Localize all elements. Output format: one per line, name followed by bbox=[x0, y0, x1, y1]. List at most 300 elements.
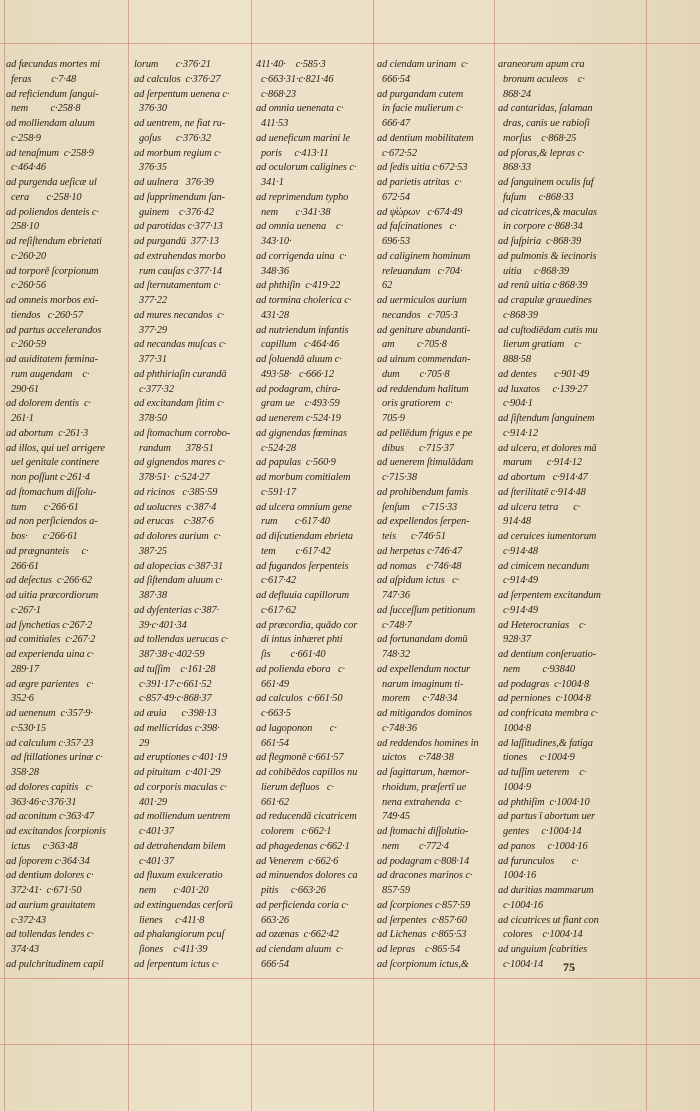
index-entry-line: 411·40· c·585·3 bbox=[256, 59, 326, 70]
index-entry-line: ad defluuia capillorum bbox=[256, 590, 350, 601]
index-entry-line: ad dolores aurium c· bbox=[134, 531, 221, 542]
index-entry-line: 374·43 bbox=[6, 944, 39, 955]
index-entry-line: ad ſcorpiones c·857·59 bbox=[377, 899, 471, 911]
index-entry-line: 372·41· c·671·50 bbox=[6, 885, 82, 896]
index-entry-line: dibus c·715·37 bbox=[377, 442, 454, 454]
index-entry-line: ad phthiſin c·419·22 bbox=[256, 280, 341, 292]
index-entry-line: non poſſunt c·261·4 bbox=[6, 472, 90, 483]
index-entry-line: ad extinguendas cerſorū bbox=[134, 899, 233, 911]
index-entry-line: ad herpetas c·746·47 bbox=[377, 545, 463, 557]
index-entry-line: ad ricinos c·385·59 bbox=[134, 486, 218, 498]
index-entry-line: ad reducendā cicatricem bbox=[256, 811, 357, 823]
index-entry-line: ad tormina cholerica c· bbox=[256, 295, 352, 306]
index-entry-line: ad necandas muſcas c· bbox=[134, 339, 226, 351]
index-entry-line: 387·25 bbox=[134, 545, 167, 557]
index-entry-line: ad reddendum halitum bbox=[377, 383, 469, 395]
index-entry-line: ad expellendum noctur bbox=[377, 663, 471, 675]
index-entry-line: rum c·617·40 bbox=[256, 516, 330, 528]
index-entry-line: ad ſcorpionum ictus,& bbox=[377, 958, 469, 970]
index-entry-line: ad ciendam aluum c· bbox=[256, 944, 344, 955]
index-entry-line: ad uenenum c·357·9· bbox=[6, 708, 93, 719]
index-entry-line: ad ſternutamentum c· bbox=[134, 280, 221, 292]
index-entry-line: ad omnia uenena c· bbox=[256, 221, 344, 233]
index-entry-line: 666·54 bbox=[377, 73, 410, 85]
index-entry-line: ad ſucceſſum petitionum bbox=[377, 604, 476, 616]
index-entry-line: ad reficiendum ſangui- bbox=[6, 88, 99, 100]
index-entry-line: ad erucas c·387·6 bbox=[134, 516, 214, 528]
index-entry-line: 261·1 bbox=[6, 413, 34, 424]
index-entry-line: nem c·341·38 bbox=[256, 206, 331, 218]
index-entry-line: ad reſiſtendum ebrietati bbox=[6, 236, 102, 247]
index-entry-line: ad aconitum c·363·47 bbox=[6, 811, 95, 823]
index-entry-line: ad podagras c·1004·8 bbox=[498, 678, 590, 690]
index-entry-line: ad torporē ſcorpionum bbox=[6, 265, 99, 277]
index-entry-line: ad ſtomachi diſſolutio- bbox=[377, 826, 469, 837]
index-entry-line: nem c·772·4 bbox=[377, 840, 449, 852]
index-entry-line: 290·61 bbox=[6, 383, 39, 395]
index-entry-line: ad uenerem c·524·19 bbox=[256, 413, 341, 424]
index-entry-line: c·748·7 bbox=[377, 619, 412, 631]
index-entry-line: ad calculos c·376·27 bbox=[134, 73, 221, 85]
index-entry-line: ad cohibēdos capillos nu bbox=[256, 767, 358, 778]
index-entry-line: ad alopecias c·387·31 bbox=[134, 560, 224, 572]
index-entry-line: necandos c·705·3 bbox=[377, 309, 458, 321]
index-entry-line: ad dentium conſeruatio- bbox=[498, 649, 597, 660]
ruled-line bbox=[128, 0, 129, 1111]
index-entry-line: ad ſtomachum corrobo- bbox=[134, 427, 231, 439]
index-entry-line: ad comitiales c·267·2 bbox=[6, 634, 96, 646]
index-entry-line: 377·31 bbox=[134, 354, 167, 365]
index-entry-line: dras, canis ue rabioſi bbox=[498, 118, 590, 129]
index-entry-line: c·260·20 bbox=[6, 250, 46, 262]
index-entry-line: uel genitale continere bbox=[6, 457, 100, 469]
index-entry-line: rum augendam c· bbox=[6, 368, 90, 380]
index-entry-line: ad uenerem ſtimulādam bbox=[377, 457, 474, 469]
index-entry-line: ad aſpidum ictus c· bbox=[377, 575, 460, 587]
index-entry-line: 493·58· c·666·12 bbox=[256, 368, 334, 380]
index-entry-line: ad molliendum uentrem bbox=[134, 811, 231, 823]
index-entry-line: ad ueneficum marini le bbox=[256, 132, 350, 144]
index-entry-line: ad panos c·1004·16 bbox=[498, 840, 588, 852]
index-entry-line: ad pituitam c·401·29 bbox=[134, 767, 221, 778]
index-entry-line: ad perniones c·1004·8 bbox=[498, 693, 591, 705]
index-entry-line: rhoidum, præſertī ue bbox=[377, 781, 467, 793]
index-entry-line: ad pellēdum frigus e pe bbox=[377, 427, 473, 439]
index-entry-line: ad lepras c·865·54 bbox=[377, 944, 461, 955]
index-entry-line: am c·705·8 bbox=[377, 339, 447, 351]
index-entry-line: ad purgandam cutem bbox=[377, 88, 464, 100]
index-entry-line: c·401·37 bbox=[134, 855, 174, 867]
index-entry-line: ad polienda ebora c· bbox=[256, 663, 345, 675]
index-entry-line: ad Venerem c·662·6 bbox=[256, 855, 339, 867]
index-entry-line: ad reprimendum typho bbox=[256, 191, 349, 203]
index-entry-line: ad ſedis uitia c·672·53 bbox=[377, 162, 468, 174]
index-entry-line: ad uentrem, ne fiat ru- bbox=[134, 118, 226, 129]
ruled-line bbox=[494, 0, 495, 1111]
index-entry-line: ad excitandos ſcorpionis bbox=[6, 826, 106, 837]
index-entry-line: ad ſoporem c·364·34 bbox=[6, 855, 90, 867]
index-entry-line: c·377·32 bbox=[134, 383, 174, 395]
index-entry-line: ad calculos c·661·50 bbox=[256, 693, 343, 705]
index-entry-line: ſis c·661·40 bbox=[256, 649, 326, 660]
index-entry-line: ad fortunandam domū bbox=[377, 634, 468, 646]
index-entry-line: ad dentes c·901·49 bbox=[498, 368, 590, 380]
page-number: 75 bbox=[563, 960, 575, 974]
index-entry-line: ad reddendos homines in bbox=[377, 737, 479, 749]
index-entry-line: ad deſectus c·266·62 bbox=[6, 575, 92, 587]
index-entry-line: 258·10 bbox=[6, 221, 39, 233]
index-entry-line: 868·33 bbox=[498, 162, 531, 174]
index-entry-line: cera c·258·10 bbox=[6, 191, 82, 203]
index-entry-line: gentes c·1004·14 bbox=[498, 826, 582, 837]
index-entry-line: marum c·914·12 bbox=[498, 457, 582, 469]
index-entry-line: ad ulcera, et dolores mā bbox=[498, 442, 597, 454]
index-entry-line: ad molliendam aluum bbox=[6, 118, 95, 129]
index-entry-line: c·401·37 bbox=[134, 826, 174, 837]
index-entry-line: ſiones c·411·39 bbox=[134, 944, 208, 955]
index-entry-line: ad luxatos c·139·27 bbox=[498, 383, 588, 395]
index-entry-line: ad papulas c·560·9 bbox=[256, 457, 336, 469]
index-entry-line: 266·61 bbox=[6, 560, 39, 572]
index-entry-line: c·391·17·c·661·52 bbox=[134, 678, 212, 690]
index-entry-line: c·914·12 bbox=[498, 427, 538, 439]
index-entry-line: ad dracones marinos c· bbox=[377, 870, 473, 882]
index-entry-line: ad oculorum caligines c· bbox=[256, 162, 357, 174]
index-entry-line: ad ſanguinem oculis ſuf bbox=[498, 177, 594, 188]
index-entry-line: ad flegmonē c·661·57 bbox=[256, 752, 344, 764]
index-entry-line: ad ſerpentum uenena c· bbox=[134, 88, 230, 100]
index-entry-line: c·868·39 bbox=[498, 309, 538, 321]
index-entry-line: pitis c·663·26 bbox=[256, 885, 326, 896]
index-entry-line: ad mitigandos dominos bbox=[377, 708, 472, 719]
index-entry-line: c·258·9 bbox=[6, 132, 41, 144]
index-entry-line: lorum c·376·21 bbox=[134, 59, 211, 70]
index-entry-line: c·914·48 bbox=[498, 545, 538, 557]
index-entry-line: 363·46·c·376·31 bbox=[6, 796, 77, 808]
index-entry-line: ad dentium mobilitatem bbox=[377, 132, 474, 144]
index-entry-line: ad dolorem dentis c· bbox=[6, 398, 91, 410]
index-entry-line: gram ue c·493·59 bbox=[256, 398, 340, 410]
index-entry-line: ad phalangiorum pcuſ bbox=[134, 929, 225, 941]
index-entry-line: 666·54 bbox=[256, 958, 289, 970]
index-entry-line: c·663·5 bbox=[256, 708, 291, 719]
index-entry-line: c·524·28 bbox=[256, 442, 296, 454]
index-entry-line: ad tuſſim ueterem c· bbox=[498, 767, 587, 778]
index-entry-line: ad purgandū 377·13 bbox=[134, 236, 219, 247]
index-entry-line: 857·59 bbox=[377, 885, 410, 896]
index-entry-line: fuſum c·868·33 bbox=[498, 191, 574, 203]
index-entry-line: c·617·42 bbox=[256, 575, 296, 587]
index-entry-line: 661·49 bbox=[256, 678, 289, 690]
index-entry-line: ad pſoras,& lepras c· bbox=[498, 147, 585, 159]
index-entry-line: ad detrahendam bilem bbox=[134, 840, 226, 852]
index-entry-line: 705·9 bbox=[377, 413, 405, 424]
index-entry-line: 341·1 bbox=[256, 177, 284, 188]
index-entry-line: ad ulcera omnium gene bbox=[256, 501, 352, 513]
index-entry-line: bronum aculeos c· bbox=[498, 73, 585, 85]
index-entry-line: ad purgenda ueſicæ ul bbox=[6, 177, 97, 188]
index-entry-line: ad ſtomachum diſſolu- bbox=[6, 486, 97, 498]
index-entry-line: ad tollendas uerucas c· bbox=[134, 634, 229, 646]
index-entry-line: ad phthiſim c·1004·10 bbox=[498, 796, 590, 808]
index-entry-line: c·372·43 bbox=[6, 914, 46, 926]
index-entry-line: c·464·46 bbox=[6, 162, 46, 174]
index-entry-line: nena extrahenda c· bbox=[377, 796, 463, 808]
index-entry-line: 387·38·c·402·59 bbox=[134, 649, 205, 660]
index-entry-line: narum imaginum ti- bbox=[377, 678, 464, 690]
index-entry-line: ad dentium dolores c· bbox=[6, 870, 94, 882]
index-entry-line: ad illos, qui uel arrigere bbox=[6, 442, 105, 454]
index-entry-line: ad ozænas c·662·42 bbox=[256, 929, 339, 941]
index-entry-line: ad laſſitudines,& fatiga bbox=[498, 737, 593, 749]
index-entry-line: uictos c·748·38 bbox=[377, 752, 454, 764]
index-entry-line: ad morbum comitialem bbox=[256, 472, 351, 483]
index-entry-line: c·857·49·c·868·37 bbox=[134, 693, 212, 705]
index-entry-line: ad dolores capitis c· bbox=[6, 781, 93, 793]
index-entry-line: ad Lichenas c·865·53 bbox=[377, 929, 467, 941]
index-entry-line: tem c·617·42 bbox=[256, 545, 331, 557]
index-entry-line: nem c·258·8 bbox=[6, 103, 81, 115]
index-entry-line: ad dyſenterias c·387· bbox=[134, 604, 220, 616]
index-column-2 bbox=[134, 58, 250, 970]
index-entry-line: ad uulnera 376·39 bbox=[134, 177, 214, 188]
index-entry-line: lienes c·411·8 bbox=[134, 914, 205, 926]
index-entry-line: uitia c·868·39 bbox=[498, 265, 570, 277]
index-entry-line: ad prohibendum famis bbox=[377, 486, 469, 498]
index-entry-line: 376·35 bbox=[134, 162, 167, 174]
index-entry-line: ad cantaridas, ſalaman bbox=[498, 103, 593, 115]
index-entry-line: ad ſtillationes urinæ c· bbox=[6, 752, 103, 764]
index-entry-line: ad ſterilitatē c·914·48 bbox=[498, 486, 586, 498]
ruled-line bbox=[0, 978, 700, 979]
index-entry-line: 1004·8 bbox=[498, 722, 531, 734]
index-entry-line: c·672·52 bbox=[377, 147, 417, 159]
index-entry-line: c·617·62 bbox=[256, 604, 296, 616]
index-entry-line: ad ægre parientes c· bbox=[6, 678, 94, 690]
index-entry-line: ad furunculos c· bbox=[498, 855, 579, 867]
index-entry-line: 377·29 bbox=[134, 324, 167, 336]
index-entry-line: randum 378·51 bbox=[134, 442, 214, 454]
index-entry-line: in corpore c·868·34 bbox=[498, 221, 583, 233]
index-entry-line: ad uinum commendan- bbox=[377, 354, 471, 365]
index-entry-line: ad phagedenas c·662·1 bbox=[256, 840, 350, 852]
index-entry-line: 868·24 bbox=[498, 88, 531, 100]
ruled-line bbox=[0, 43, 700, 44]
index-entry-line: feras c·7·48 bbox=[6, 73, 77, 85]
index-column-5 bbox=[498, 58, 644, 970]
index-entry-line: c·663·31·c·821·46 bbox=[256, 73, 334, 85]
index-entry-line: ad caliginem hominum bbox=[377, 250, 471, 262]
index-entry-line: 289·17 bbox=[6, 663, 39, 675]
index-entry-line: releuandam c·704· bbox=[377, 265, 463, 277]
index-entry-line: ad mellicridas c·398· bbox=[134, 722, 220, 734]
index-entry-line: morſus c·868·25 bbox=[498, 132, 577, 144]
index-entry-line: goſus c·376·32 bbox=[134, 132, 211, 144]
index-entry-line: morem c·748·34 bbox=[377, 693, 458, 705]
index-entry-line: ad experienda uina c· bbox=[6, 649, 94, 660]
ruled-line bbox=[646, 0, 647, 1111]
index-entry-line: ad pulmonis & iecinoris bbox=[498, 250, 597, 262]
index-entry-line: ad ceruices iumentorum bbox=[498, 531, 597, 542]
index-entry-line: 401·29 bbox=[134, 796, 167, 808]
index-entry-line: ad uermiculos aurium bbox=[377, 295, 467, 306]
index-entry-line: poris c·413·11 bbox=[256, 147, 329, 159]
index-entry-line: teis c·746·51 bbox=[377, 531, 446, 542]
index-entry-line: ad geniture abundanti- bbox=[377, 324, 471, 336]
index-entry-line: ad eruptiones c·401·19 bbox=[134, 752, 228, 764]
index-entry-line: 928·37 bbox=[498, 634, 531, 646]
index-entry-line: ad duritias mammarum bbox=[498, 885, 594, 896]
index-entry-line: 411·53 bbox=[256, 118, 289, 129]
index-entry-line: ad lagoponon c· bbox=[256, 722, 337, 734]
index-entry-line: ad fugandos ſerpenteis bbox=[256, 560, 349, 572]
index-entry-line: ad ſoluendā aluum c· bbox=[256, 354, 342, 365]
index-entry-line: nem c·401·20 bbox=[134, 885, 209, 896]
index-entry-line: ad fluxum exulceratio bbox=[134, 870, 223, 882]
index-entry-line: ad faſcinationes c· bbox=[377, 221, 457, 233]
index-entry-line: 387·38 bbox=[134, 590, 167, 601]
index-entry-line: 348·36 bbox=[256, 265, 289, 277]
index-entry-line: in facie mulierum c· bbox=[377, 103, 464, 115]
index-entry-line: ad uitia præcordiorum bbox=[6, 590, 99, 601]
index-entry-line: 672·54 bbox=[377, 191, 410, 203]
index-entry-line: ad pulchritudinem capil bbox=[6, 958, 104, 970]
index-entry-line: 352·6 bbox=[6, 693, 34, 705]
index-entry-line: ad æuia c·398·13 bbox=[134, 708, 217, 719]
index-entry-line: ictus c·363·48 bbox=[6, 840, 78, 852]
index-column-3 bbox=[256, 58, 372, 970]
index-entry-line: 661·54 bbox=[256, 737, 289, 749]
index-entry-line: ad ſerpentum ictus c· bbox=[134, 958, 220, 970]
index-entry-line: ad extrahendas morbo bbox=[134, 250, 226, 262]
index-entry-line: ad aurium grauitatem bbox=[6, 899, 96, 911]
index-entry-line: c·914·49 bbox=[498, 604, 538, 616]
index-entry-line: ad mures necandos c· bbox=[134, 309, 225, 321]
index-entry-line: c·260·59 bbox=[6, 339, 46, 351]
index-entry-line: ad ſupprimendum ſan- bbox=[134, 191, 225, 203]
index-entry-line: 748·32 bbox=[377, 649, 410, 660]
index-entry-line: tiendos c·260·57 bbox=[6, 309, 83, 321]
index-entry-line: ad corrigenda uina c· bbox=[256, 250, 347, 262]
index-entry-line: guinem c·376·42 bbox=[134, 206, 214, 218]
index-entry-line: ad ſerpentes c·857·60 bbox=[377, 914, 467, 926]
index-entry-line: ad parotidas c·377·13 bbox=[134, 221, 223, 233]
index-entry-line: ad podagram, chira- bbox=[256, 383, 341, 395]
index-entry-line: colores c·1004·14 bbox=[498, 929, 583, 941]
index-entry-line: ad poliendos denteis c· bbox=[6, 206, 99, 218]
index-entry-line: capillum c·464·46 bbox=[256, 339, 340, 351]
index-entry-line: dum c·705·8 bbox=[377, 368, 450, 380]
index-entry-line: ad parietis atritas c· bbox=[377, 177, 462, 188]
index-entry-line: 888·58 bbox=[498, 354, 531, 365]
index-entry-line: ad ſiſtendam aluum c· bbox=[134, 575, 223, 587]
index-entry-line: ad ſuſpiria c·868·39 bbox=[498, 236, 582, 247]
index-entry-line: ad nutriendum infantis bbox=[256, 324, 349, 336]
index-entry-line: 39·c·401·34 bbox=[134, 619, 187, 631]
index-entry-line: ad partus accelerandos bbox=[6, 324, 102, 336]
index-entry-line: ad ſiſtendum ſanguinem bbox=[498, 413, 595, 424]
ruled-line bbox=[251, 0, 252, 1111]
index-entry-line: 29 bbox=[134, 737, 150, 749]
index-entry-line: tum c·266·61 bbox=[6, 501, 79, 513]
index-entry-line: ad crapulæ grauedines bbox=[498, 295, 592, 306]
index-entry-line: ad calculum c·357·23 bbox=[6, 737, 94, 749]
index-entry-line: ad ſynchetias c·267·2 bbox=[6, 619, 93, 631]
index-entry-line: 358·28 bbox=[6, 767, 39, 778]
index-entry-line: ad minuendos dolores ca bbox=[256, 870, 358, 882]
index-entry-line: ad uolucres c·387·4 bbox=[134, 501, 217, 513]
index-entry-line: 377·22 bbox=[134, 295, 167, 306]
index-entry-line: ad expellendos ſerpen- bbox=[377, 516, 470, 528]
index-entry-line: 747·36 bbox=[377, 590, 410, 601]
ruled-line bbox=[373, 0, 374, 1111]
index-entry-line: ad cimicem necandum bbox=[498, 560, 590, 572]
index-entry-line: ad omneis morbos exi- bbox=[6, 295, 99, 306]
index-entry-line: nem c·93840 bbox=[498, 663, 575, 675]
index-entry-line: ad cicatrices,& maculas bbox=[498, 206, 597, 218]
index-entry-line: c·904·1 bbox=[498, 398, 533, 410]
index-entry-line: ad cuſtodiēdam cutis mu bbox=[498, 324, 598, 336]
index-entry-line: 62 bbox=[377, 280, 393, 292]
index-entry-line: c·530·15 bbox=[6, 722, 46, 734]
index-entry-line: ad abortum c·914·47 bbox=[498, 472, 588, 483]
index-entry-line: ad diſcutiendam ebrieta bbox=[256, 531, 353, 542]
index-entry-line: 661·62 bbox=[256, 796, 289, 808]
index-entry-line: 666·47 bbox=[377, 118, 410, 129]
index-column-4 bbox=[377, 58, 493, 970]
index-entry-line: ad tollendas lendes c· bbox=[6, 929, 94, 941]
index-entry-line: ad excitandam ſitim c· bbox=[134, 398, 225, 410]
index-entry-line: ad Heterocranias c· bbox=[498, 619, 587, 631]
index-entry-line: ſenſum c·715·33 bbox=[377, 501, 458, 513]
index-entry-line: 696·53 bbox=[377, 236, 410, 247]
index-entry-line: ad unguium ſcabrities bbox=[498, 944, 588, 955]
index-entry-line: tiones c·1004·9 bbox=[498, 752, 575, 764]
index-entry-line: ad perficienda coria c· bbox=[256, 899, 349, 911]
index-entry-line: c·1004·14 bbox=[498, 958, 544, 970]
index-entry-line: 343·10· bbox=[256, 236, 292, 247]
index-entry-line: ad ψ̓ώρων c·674·49 bbox=[377, 206, 463, 218]
index-entry-line: ad corporis maculas c· bbox=[134, 781, 228, 793]
index-entry-line: lierum defluos c· bbox=[256, 781, 334, 793]
index-entry-line: ad non perſiciendos a- bbox=[6, 516, 98, 528]
ruled-line bbox=[4, 0, 5, 1111]
index-entry-line: ad renū uitia c·868·39 bbox=[498, 280, 588, 292]
index-entry-line: c·914·49 bbox=[498, 575, 538, 587]
ruled-line bbox=[0, 1044, 700, 1045]
index-entry-line: ad omnia uenenata c· bbox=[256, 103, 344, 115]
index-entry-line: ad auiditatem fœmina- bbox=[6, 354, 98, 365]
index-entry-line: ad ciendam urinam c· bbox=[377, 59, 469, 70]
index-column-1 bbox=[6, 58, 126, 970]
index-entry-line: c·715·38 bbox=[377, 472, 417, 483]
index-entry-line: lierum gratiam c· bbox=[498, 339, 582, 351]
index-entry-line: araneorum apum cra bbox=[498, 59, 585, 70]
index-entry-line: ad ſagittarum, hæmor- bbox=[377, 767, 470, 778]
index-entry-line: ad tuſſim c·161·28 bbox=[134, 663, 216, 675]
index-entry-line: ad morbum regium c· bbox=[134, 147, 222, 159]
index-entry-line: 376·30 bbox=[134, 103, 167, 115]
index-entry-line: di intus inhæret phti bbox=[256, 634, 343, 646]
index-entry-line: 663·26 bbox=[256, 914, 289, 926]
index-entry-line: 1004·9 bbox=[498, 781, 531, 793]
index-entry-line: c·1004·16 bbox=[498, 899, 544, 911]
index-entry-line: 914·48 bbox=[498, 516, 531, 528]
index-entry-line: ad phthiriaſin curandā bbox=[134, 368, 227, 380]
index-entry-line: c·267·1 bbox=[6, 604, 41, 616]
index-entry-line: 378·50 bbox=[134, 413, 167, 424]
index-entry-line: colorem c·662·1 bbox=[256, 826, 332, 837]
